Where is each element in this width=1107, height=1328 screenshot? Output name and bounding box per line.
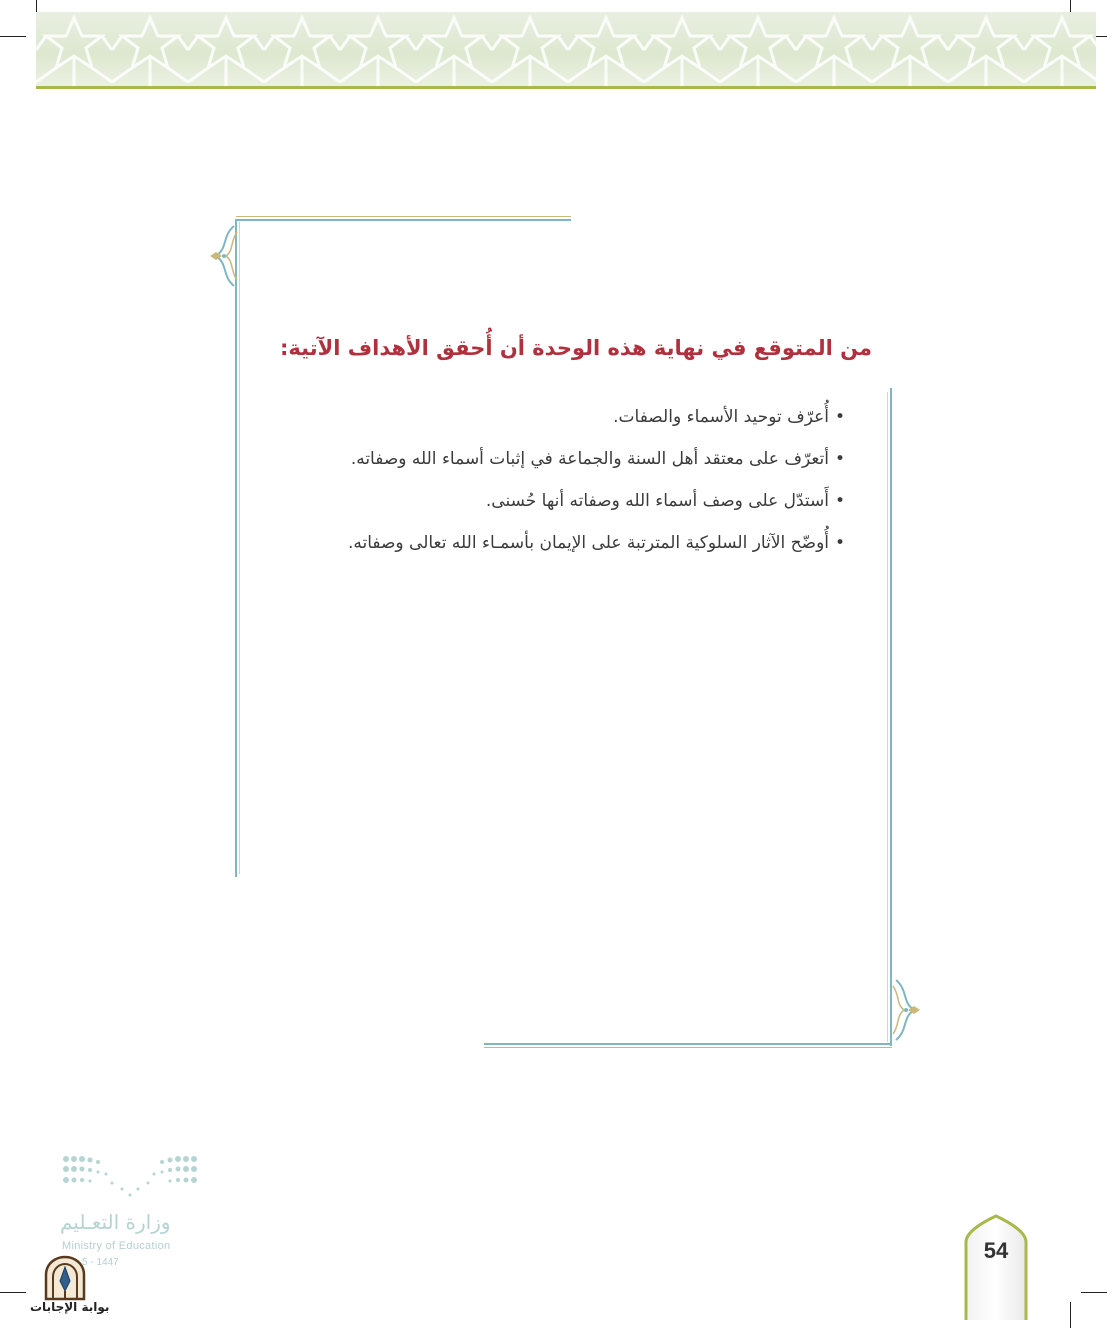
crop-mark xyxy=(1070,1302,1071,1328)
list-item xyxy=(280,524,845,566)
watermark-label: بوابة الإجابات xyxy=(30,1300,110,1314)
ornament-top-left-icon xyxy=(204,222,244,290)
ministry-name-arabic: وزارة التعـليم xyxy=(60,1210,171,1234)
objective-text: أُوضّح الآثار السلوكية المترتبة على الإيمان بأسمـاء الله تعالى وصفاته. xyxy=(347,533,829,553)
objective-text: أَستدّل على وصف أسماء الله وصفاته أنها حُسنى. xyxy=(485,491,829,511)
objective-text: أتعرّف على معتقد أهل السنة والجماعة في إثبات أسماء الله وصفاته. xyxy=(350,449,829,469)
header-pattern-band xyxy=(36,12,1096,88)
crop-mark xyxy=(1081,1292,1107,1293)
list-item xyxy=(280,440,845,482)
header-divider-line xyxy=(36,86,1096,89)
frame-top-border xyxy=(236,219,571,221)
objectives-list xyxy=(280,398,845,566)
bullet: • xyxy=(834,491,845,511)
list-item xyxy=(280,482,845,524)
bullet: • xyxy=(834,449,845,469)
frame-right-border xyxy=(890,388,892,1046)
page-number-tab xyxy=(963,1214,1029,1320)
bullet: • xyxy=(834,533,845,553)
crop-mark xyxy=(0,1292,26,1293)
frame-bottom-accent xyxy=(484,1047,892,1048)
ornament-bottom-right-icon xyxy=(886,976,926,1044)
list-item xyxy=(280,398,845,440)
frame-left-accent xyxy=(239,222,240,874)
page-number: 54 xyxy=(983,1238,1009,1263)
frame-bottom-border xyxy=(484,1043,892,1045)
ministry-year: 5 - 1447 xyxy=(82,1257,119,1268)
ministry-logo-dots-icon xyxy=(62,1155,198,1199)
bullet: • xyxy=(834,407,845,427)
geometric-pattern-icon xyxy=(36,12,1096,88)
objectives-heading: من المتوقع في نهاية هذه الوحدة أن أُحقق الأهداف الآتية: xyxy=(280,336,872,360)
gate-logo-icon xyxy=(42,1255,88,1301)
objective-text: أُعرّف توحيد الأسماء والصفات. xyxy=(613,407,829,427)
frame-top-accent xyxy=(236,216,571,217)
frame-left-border xyxy=(235,219,237,877)
ministry-name-english: Ministry of Education xyxy=(62,1240,171,1252)
frame-right-accent xyxy=(887,392,888,1042)
crop-mark xyxy=(0,36,26,37)
